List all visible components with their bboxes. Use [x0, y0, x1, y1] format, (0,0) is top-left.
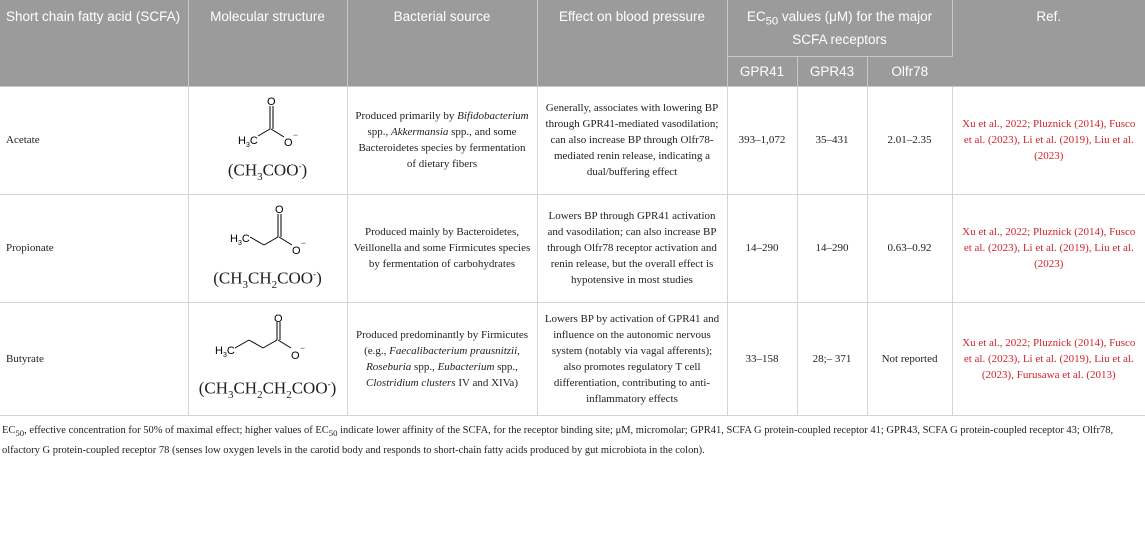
gpr41-value: 33–158 — [727, 302, 797, 415]
reference-links[interactable]: Xu et al., 2022; Pluznick (2014), Fusco et al. (2023), Li et al. (2019), Liu et al. (2023) — [952, 194, 1145, 302]
svg-text:−: − — [300, 237, 306, 248]
butyrate-structure-icon — [203, 314, 333, 374]
bp-effect: Lowers BP through GPR41 activation and vasodilation; can also increase BP through Olfr78 receptor activation and renin release, but the overall effect is hypotensive in most studies — [537, 194, 727, 302]
header-gpr41: GPR41 — [727, 56, 797, 86]
header-source: Bacterial source — [347, 0, 537, 86]
svg-text:H3C: $H_3C$ — [229, 232, 250, 247]
gpr43-value: 28;– 371 — [797, 302, 867, 415]
svg-text:O: O — [291, 244, 301, 257]
bacterial-source: Produced mainly by Bacteroidetes, Veillonella and some Firmicutes species by fermentation of carbohydrates — [347, 194, 537, 302]
reference-links[interactable]: Xu et al., 2022; Pluznick (2014), Fusco et al. (2023), Li et al. (2019), Liu et al. (2023) — [952, 86, 1145, 194]
table-row — [0, 194, 1145, 302]
propionate-structure-icon — [208, 204, 328, 264]
table-footnote: $EC_{50}$, effective concentration for 50% of maximal effect; higher values of $EC_{50}$ indicate lower affinity of the SCFA, for the receptor binding site; μM, micromolar; GPR41, SCFA G protein-coupled receptor 41; GPR43, SCFA G protein-coupled receptor 43; Olfr78, olfactory G protein-coupled receptor 78 (senses low oxygen levels in the carotid body and responds to short-chain fatty acids produced by gut microbiota in the colon). — [2, 424, 1114, 456]
svg-text:O: O — [283, 136, 293, 149]
ec50-subscript: 50 — [765, 15, 779, 28]
svg-text:−: − — [292, 129, 298, 140]
header-olfr78: Olfr78 — [867, 56, 952, 86]
svg-text:O: O — [266, 95, 276, 108]
svg-text:H3C: $H_3C$ — [237, 134, 258, 149]
scfa-name: Propionate — [0, 194, 188, 302]
svg-text:O: O — [274, 203, 284, 216]
header-structure: Molecular structure — [188, 0, 347, 86]
ec50-label-rest: values (μM) for the major SCFA receptors — [778, 9, 933, 47]
bacterial-source: Produced primarily by Bifidobacterium spp., Akkermansia spp., and some Bacteroidetes species by fermentation of dietary fibers — [347, 86, 537, 194]
svg-text:O: O — [273, 314, 283, 326]
bacterial-source: Produced predominantly by Firmicutes (e.g., Faecalibacterium prausnitzii, Roseburia spp., Eubacterium spp., Clostridium clusters IV and XIVa) — [347, 302, 537, 415]
gpr43-value: 14–290 — [797, 194, 867, 302]
acetate-structure-icon — [208, 96, 328, 156]
svg-text:O: O — [290, 350, 300, 363]
gpr41-value: 14–290 — [727, 194, 797, 302]
header-effect: Effect on blood pressure — [537, 0, 727, 86]
table-row — [0, 302, 1145, 415]
molecular-formula: $(CH_3COO^-)$ — [227, 160, 308, 183]
molecular-structure — [188, 302, 347, 415]
bp-effect: Lowers BP by activation of GPR41 and influence on the autonomic nervous system (notably via vagal afferents); also promotes regulatory T cell differentiation, contributing to anti-inflammatory effects — [537, 302, 727, 415]
header-ec50 — [727, 0, 952, 56]
header-ref: Ref. — [952, 0, 1145, 86]
header-gpr43: GPR43 — [797, 56, 867, 86]
table-row — [0, 86, 1145, 194]
olfr78-value: 2.01–2.35 — [867, 86, 952, 194]
molecular-formula: $(CH_3CH_2COO^-)$ — [213, 268, 322, 291]
molecular-formula: $(CH_3CH_2CH_2COO^-)$ — [198, 378, 337, 402]
molecular-structure — [188, 86, 347, 194]
svg-text:−: − — [299, 343, 305, 354]
bp-effect: Generally, associates with lowering BP through GPR41-mediated vasodilation; can also increase BP through Olfr78-mediated renin release, indicating a dual/buffering effect — [537, 86, 727, 194]
scfa-name: Acetate — [0, 86, 188, 194]
header-scfa: Short chain fatty acid (SCFA) — [0, 0, 188, 86]
ec50-label: EC — [746, 9, 766, 24]
gpr43-value: 35–431 — [797, 86, 867, 194]
olfr78-value: Not reported — [867, 302, 952, 415]
gpr41-value: 393–1,072 — [727, 86, 797, 194]
olfr78-value: 0.63–0.92 — [867, 194, 952, 302]
svg-text:H3C: $H_3C$ — [214, 345, 235, 360]
molecular-structure — [188, 194, 347, 302]
reference-links[interactable]: Xu et al., 2022; Pluznick (2014), Fusco et al. (2023), Li et al. (2019), Liu et al. (2023), Furusawa et al. (2013) — [952, 302, 1145, 415]
footnote-text: indicate lower affinity of the SCFA, for the receptor binding site; μM, micromolar; GPR41, SCFA G protein-coupled receptor 41; GPR43, SCFA G protein-coupled receptor 43; Olfr78, olfactory G protein-coupled receptor 78 (senses low oxygen levels in the carotid body and responds to short-chain fatty acids produced by gut microbiota in the colon). — [2, 424, 1114, 456]
scfa-name: Butyrate — [0, 302, 188, 415]
